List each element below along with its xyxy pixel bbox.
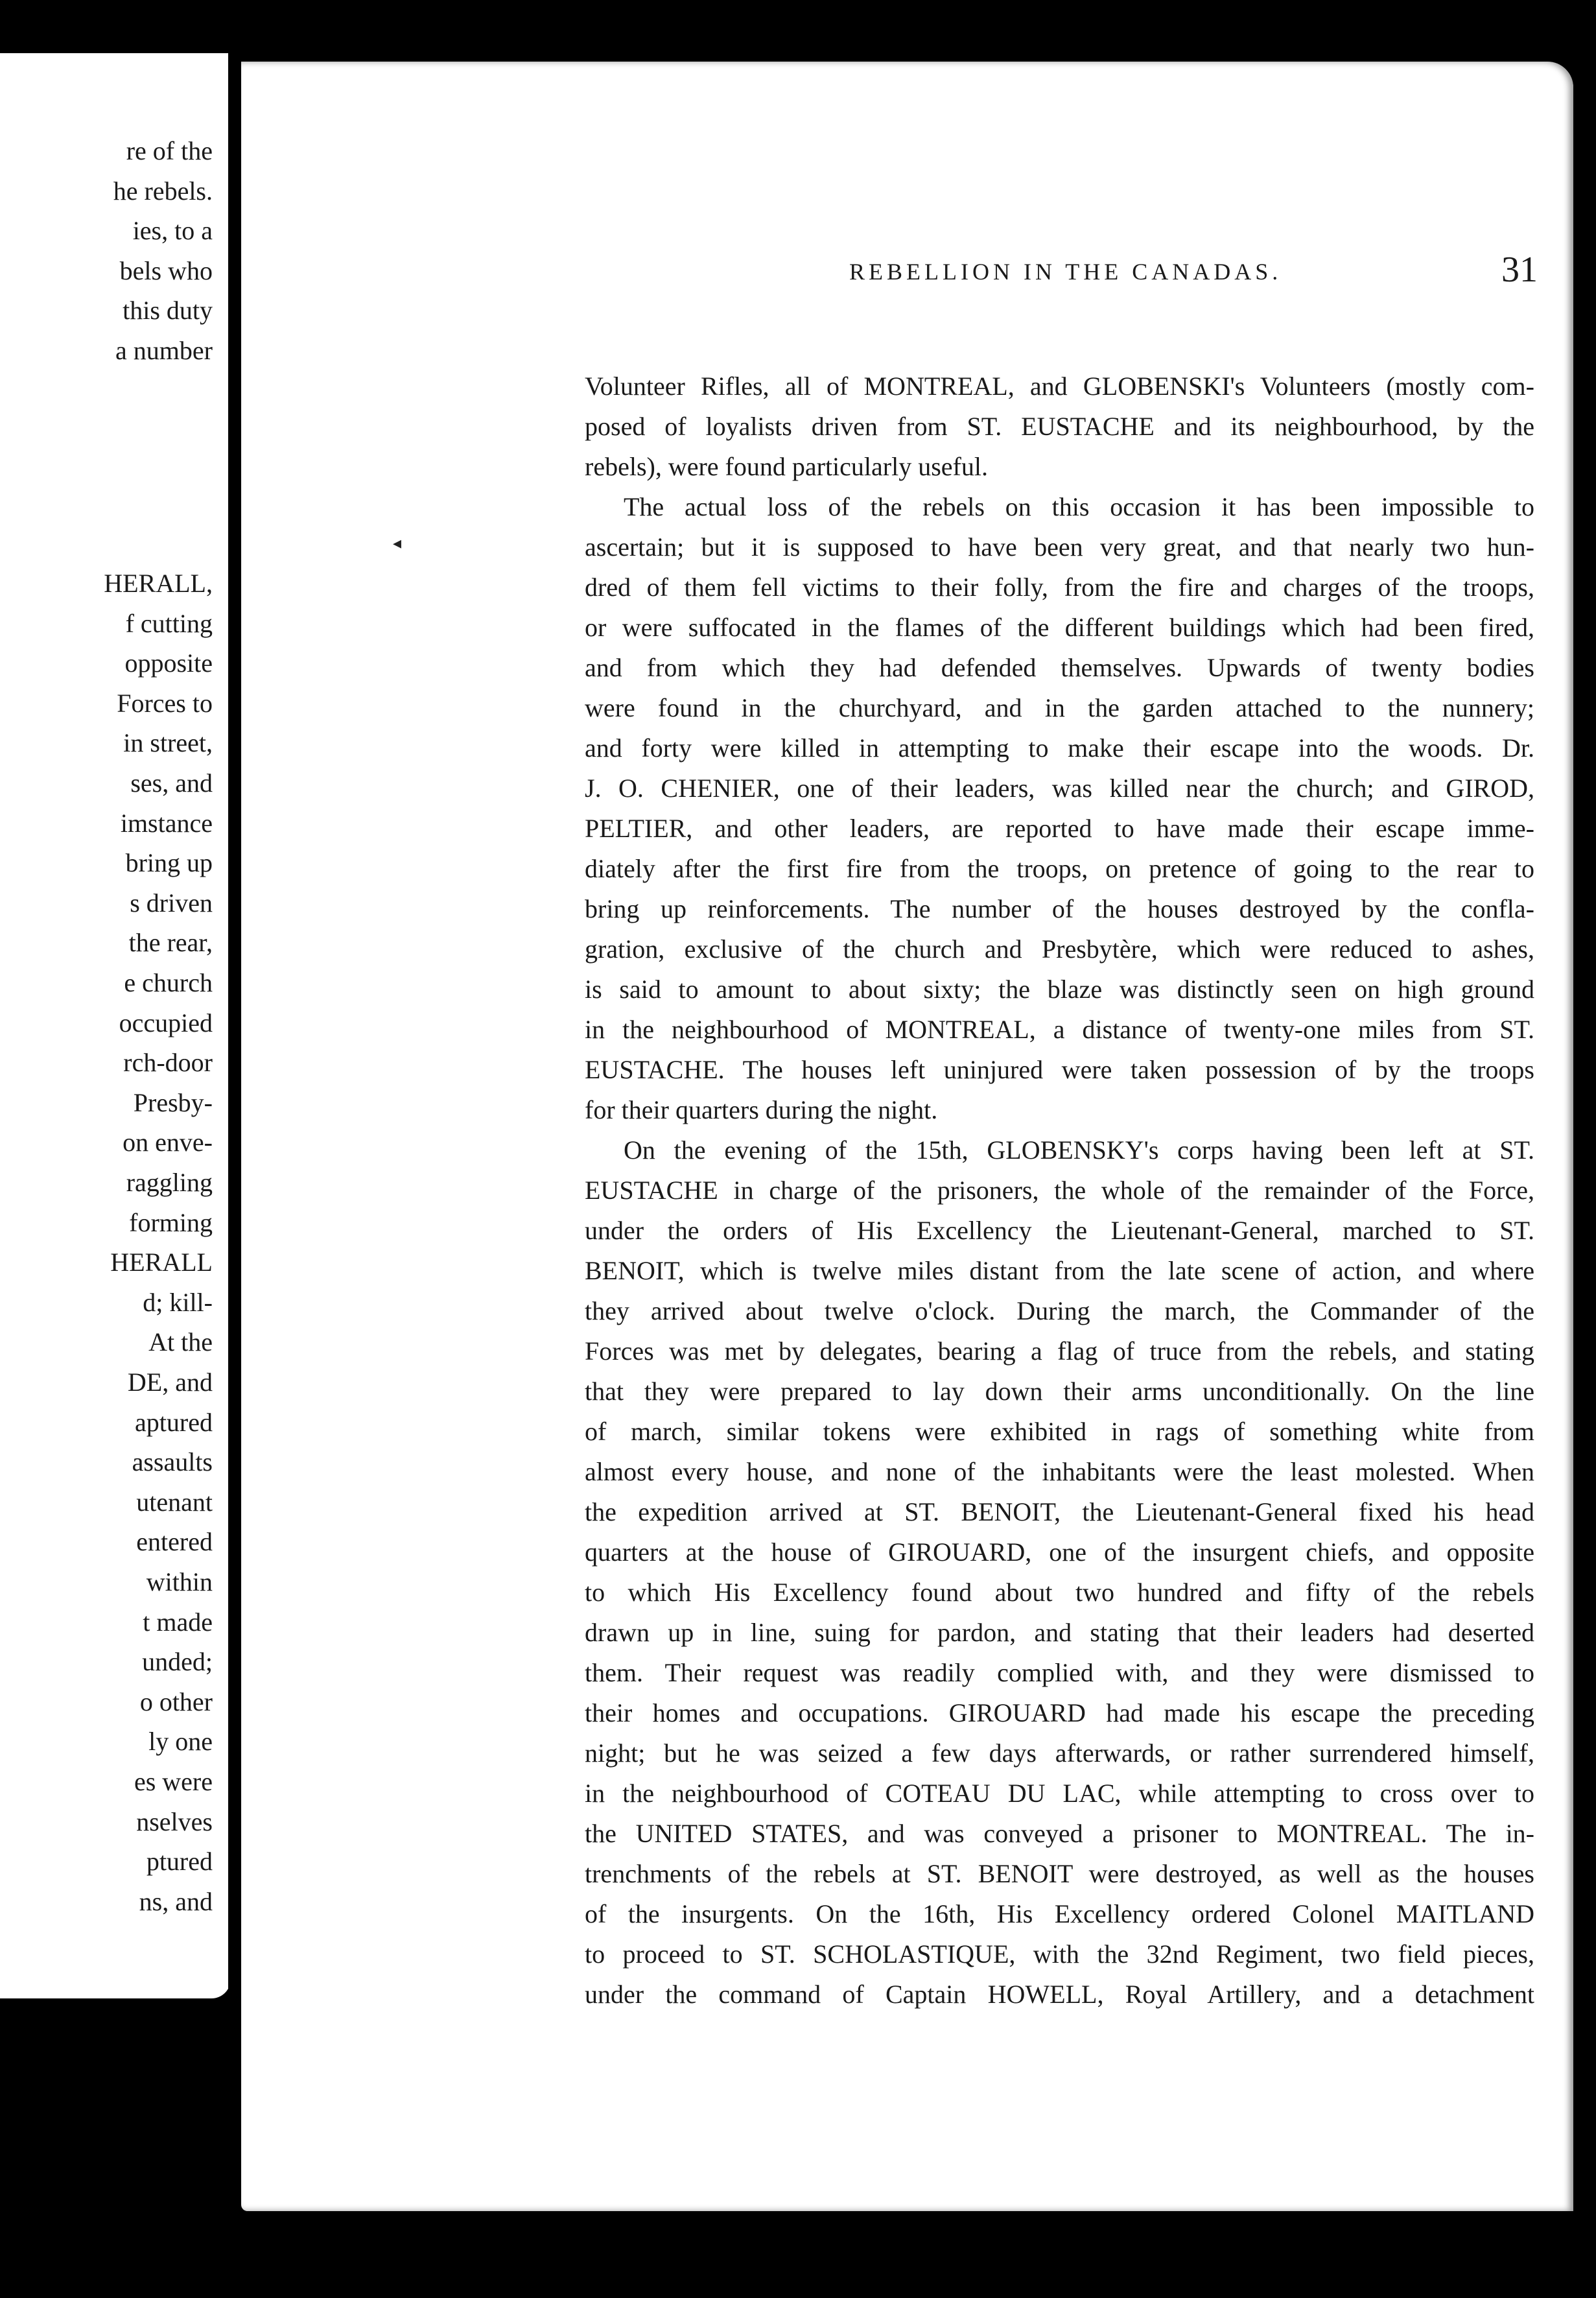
text-line: trenchments of the rebels at ST. BENOIT were destroyed, as well as the houses [585, 1859, 1534, 1888]
facing-page-line: occupied [119, 1008, 213, 1037]
text-line: in the neighbourhood of MONTREAL, a distance of twenty-one miles from ST. [585, 1015, 1534, 1044]
body-text [585, 366, 1534, 2015]
text-line: under the command of Captain HOWELL, Royal Artillery, and a detachment [585, 1980, 1534, 2009]
text-line: to which His Excellency found about two hundred and fifty of the rebels [585, 1578, 1534, 1607]
facing-page-line: HERALL [110, 1248, 213, 1277]
facing-page-line: a number [115, 335, 213, 365]
facing-page-line: f cutting [125, 608, 213, 638]
text-line: in the neighbourhood of COTEAU DU LAC, while attempting to cross over to [585, 1779, 1534, 1808]
facing-page-line: this duty [123, 296, 213, 325]
text-line: the expedition arrived at ST. BENOIT, the Lieutenant-General fixed his head [585, 1497, 1534, 1526]
text-line: dred of them fell victims to their folly, from the fire and charges of the troops, [585, 573, 1534, 602]
text-line: is said to amount to about sixty; the blaze was distinctly seen on high ground [585, 975, 1534, 1004]
facing-page-line: he rebels. [113, 176, 213, 206]
text-line: J. O. CHENIER, one of their leaders, was killed near the church; and GIROD, [585, 774, 1534, 803]
text-line: quarters at the house of GIROUARD, one of the insurgent chiefs, and opposite [585, 1537, 1534, 1567]
text-line: almost every house, and none of the inhabitants were the least molested. When [585, 1457, 1534, 1486]
facing-page-line: ly one [148, 1727, 213, 1757]
book-gutter [228, 49, 237, 2013]
text-line: to proceed to ST. SCHOLASTIQUE, with the 32nd Regiment, two field pieces, [585, 1939, 1534, 1969]
facing-page-line: ses, and [130, 768, 213, 798]
text-line: their homes and occupations. GIROUARD had made his escape the preceding [585, 1698, 1534, 1727]
text-line: The actual loss of the rebels on this occasion it has been impossible to [624, 492, 1534, 521]
facing-page-line: opposite [124, 648, 213, 678]
facing-page-line: At the [148, 1327, 213, 1357]
text-line: diately after the first fire from the troops, on pretence of going to the rear to [585, 854, 1534, 883]
facing-page [0, 53, 231, 1998]
facing-page-line: s driven [130, 888, 213, 918]
facing-page-line: t made [143, 1607, 213, 1637]
text-line: of the insurgents. On the 16th, His Excellency ordered Colonel MAITLAND [585, 1899, 1534, 1928]
text-line: them. Their request was readily complied with, and they were dismissed to [585, 1658, 1534, 1687]
facing-page-line: bels who [119, 255, 213, 285]
text-line: PELTIER, and other leaders, are reported to have made their escape imme- [585, 814, 1534, 843]
facing-page-line: on enve- [123, 1128, 213, 1157]
text-line: night; but he was seized a few days afterwards, or rather surrendered himself, [585, 1738, 1534, 1768]
text-line: Forces was met by delegates, bearing a flag of truce from the rebels, and stating [585, 1336, 1534, 1366]
text-line: under the orders of His Excellency the Lieutenant-General, marched to ST. [585, 1216, 1534, 1245]
text-line: for their quarters during the night. [585, 1095, 938, 1124]
running-title: REBELLION IN THE CANADAS. [849, 259, 1282, 285]
text-line: EUSTACHE. The houses left uninjured were taken possession of by the troops [585, 1055, 1534, 1084]
text-line: bring up reinforcements. The number of the houses destroyed by the confla- [585, 894, 1534, 923]
text-line: drawn up in line, suing for pardon, and stating that their leaders had deserted [585, 1618, 1534, 1647]
text-line: or were suffocated in the flames of the different buildings which had been fired, [585, 613, 1534, 642]
facing-page-line: rch-door [123, 1048, 213, 1078]
facing-page-line: Presby- [133, 1087, 213, 1117]
text-line: Volunteer Rifles, all of MONTREAL, and GLOBENSKI's Volunteers (mostly com- [585, 372, 1534, 401]
running-head [604, 250, 1538, 298]
facing-page-line: forming [129, 1207, 213, 1237]
text-line: On the evening of the 15th, GLOBENSKY's corps having been left at ST. [624, 1135, 1534, 1165]
facing-page-line: the rear, [128, 928, 213, 958]
text-line: that they were prepared to lay down their arms unconditionally. On the line [585, 1377, 1534, 1406]
facing-page-line: in street, [123, 728, 213, 758]
facing-page-line: ies, to a [132, 216, 213, 245]
text-line: were found in the churchyard, and in the garden attached to the nunnery; [585, 693, 1534, 722]
text-line: they arrived about twelve o'clock. During the march, the Commander of the [585, 1296, 1534, 1325]
text-line: gration, exclusive of the church and Presbytère, which were reduced to ashes, [585, 934, 1534, 964]
facing-page-line: es were [134, 1767, 213, 1796]
facing-page-line: entered [136, 1527, 213, 1557]
facing-page-line: e church [124, 968, 213, 997]
facing-page-line: o other [139, 1687, 213, 1716]
margin-mark: ◂ [393, 534, 402, 552]
facing-page-line: imstance [120, 808, 213, 838]
text-line: the UNITED STATES, and was conveyed a prisoner to MONTREAL. The in- [585, 1819, 1534, 1848]
facing-page-line: raggling [126, 1168, 213, 1197]
facing-page-line: bring up [125, 848, 213, 878]
facing-page-line: ns, and [139, 1886, 213, 1916]
facing-page-line: utenant [136, 1487, 213, 1517]
page [241, 62, 1573, 2211]
facing-page-line: DE, and [127, 1368, 213, 1397]
facing-page-line: HERALL, [104, 569, 213, 598]
facing-page-line: d; kill- [143, 1287, 213, 1317]
facing-page-line: ptured [146, 1847, 213, 1877]
facing-page-line: nselves [136, 1806, 213, 1836]
page-number: 31 [1501, 250, 1538, 290]
text-line: EUSTACHE in charge of the prisoners, the whole of the remainder of the Force, [585, 1176, 1534, 1205]
text-line: and from which they had defended themselves. Upwards of twenty bodies [585, 653, 1534, 682]
facing-page-line: assaults [132, 1447, 213, 1477]
text-line: BENOIT, which is twelve miles distant from the late scene of action, and where [585, 1256, 1534, 1285]
text-line: posed of loyalists driven from ST. EUSTACHE and its neighbourhood, by the [585, 412, 1534, 441]
text-line: of march, similar tokens were exhibited in rags of something white from [585, 1417, 1534, 1446]
text-line: ascertain; but it is supposed to have been very great, and that nearly two hun- [585, 532, 1534, 562]
facing-page-line: within [146, 1567, 213, 1596]
facing-page-line: Forces to [117, 688, 213, 718]
facing-page-line: re of the [126, 136, 213, 165]
facing-page-line: unded; [142, 1647, 213, 1677]
facing-page-line: aptured [135, 1407, 213, 1437]
text-line: and forty were killed in attempting to make their escape into the woods. Dr. [585, 733, 1534, 763]
text-line: rebels), were found particularly useful. [585, 452, 988, 481]
